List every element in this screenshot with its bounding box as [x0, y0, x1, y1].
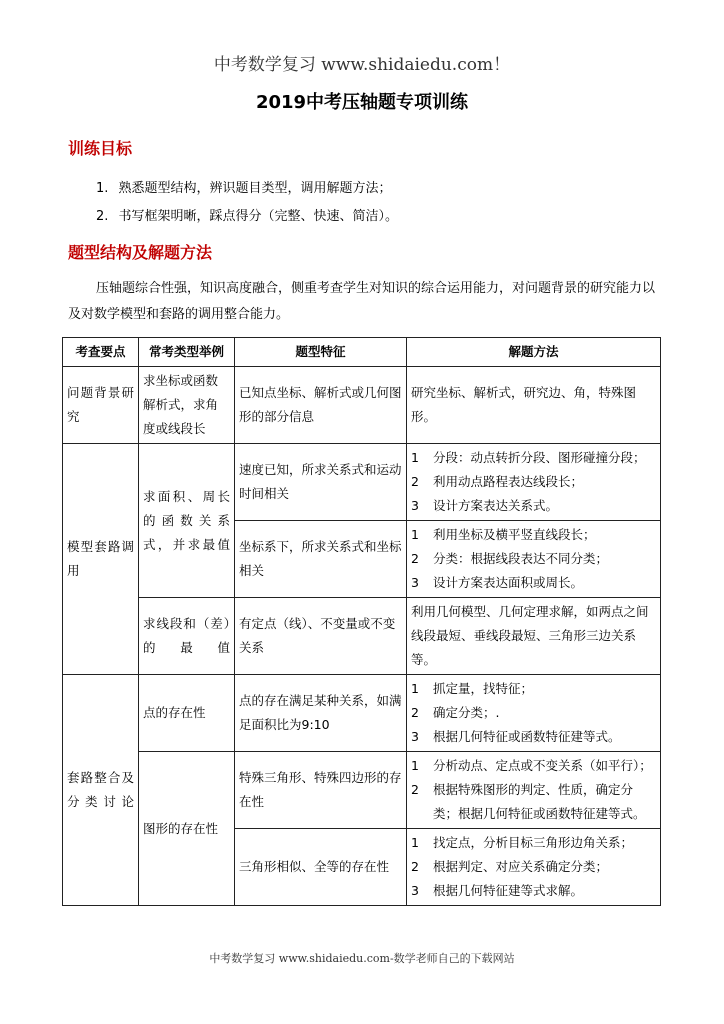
cell-type: 求线段和（差）的最值: [139, 598, 235, 675]
cell-point: 模型套路调用: [63, 444, 139, 675]
step-number: 1: [411, 681, 419, 696]
step-number: 1: [411, 835, 419, 850]
method-step: [411, 831, 656, 855]
step-number: 3: [411, 575, 419, 590]
cell-feature: 坐标系下，所求关系式和坐标相关: [235, 521, 407, 598]
column-header: 考查要点: [63, 338, 139, 367]
table-row: [63, 598, 661, 675]
method-step: [411, 754, 656, 778]
method-step: [411, 701, 656, 725]
section-heading-goals: 训练目标: [68, 139, 133, 158]
method-step: [411, 778, 656, 826]
method-step: [411, 446, 656, 470]
step-number: 2: [411, 551, 419, 566]
cell-type: 求面积、周长的函数关系式，并求最值: [139, 444, 235, 598]
cell-method: 利用几何模型、几何定理求解，如两点之间线段最短、垂线段最短、三角形三边关系等。: [407, 598, 661, 675]
cell-point: 套路整合及分类讨论: [63, 675, 139, 906]
step-text: 分类：根据线段表达不同分类；: [433, 551, 609, 566]
method-step: [411, 879, 656, 903]
step-number: 3: [411, 498, 419, 513]
cell-method: [407, 675, 661, 752]
page-footer: 中考数学复习 www.shidaiedu.com-数学老师自己的下载网站: [209, 952, 515, 965]
page-title: 2019中考压轴题专项训练: [255, 92, 469, 113]
method-step: [411, 725, 656, 749]
page-header: 中考数学复习 www.shidaiedu.com！: [213, 55, 511, 75]
step-text: 设计方案表达面积或周长。: [433, 575, 584, 590]
step-text: 利用动点路程表达线段长；: [433, 474, 584, 489]
table-header-row: [63, 338, 661, 367]
goal-number: 1.: [96, 181, 109, 196]
table-row: [63, 444, 661, 521]
method-step: [411, 677, 656, 701]
cell-method: [407, 752, 661, 829]
step-text: 确定分类；.: [433, 705, 500, 720]
cell-type: 求坐标或函数解析式，求角度或线段长: [139, 367, 235, 444]
table-row: [63, 367, 661, 444]
cell-method: [407, 521, 661, 598]
step-text: 设计方案表达关系式。: [433, 498, 559, 513]
step-number: 2: [411, 859, 419, 874]
cell-type: 点的存在性: [139, 675, 235, 752]
goal-text: 书写框架明晰，踩点得分（完整、快速、简洁）。: [118, 209, 399, 224]
cell-feature: 有定点（线）、不变量或不变关系: [235, 598, 407, 675]
step-number: 2: [411, 705, 419, 720]
cell-feature: 点的存在满足某种关系，如满足面积比为9:10: [235, 675, 407, 752]
method-table: [62, 337, 661, 906]
section-heading-structure: 题型结构及解题方法: [68, 243, 213, 262]
cell-feature: 特殊三角形、特殊四边形的存在性: [235, 752, 407, 829]
step-text: 根据几何特征或函数特征建等式。: [433, 729, 621, 744]
cell-feature: 速度已知，所求关系式和运动时间相关: [235, 444, 407, 521]
cell-method: [407, 444, 661, 521]
step-text: 分段：动点转折分段、图形碰撞分段；: [433, 450, 646, 465]
step-text: 利用坐标及横平竖直线段长；: [433, 527, 596, 542]
step-number: 1: [411, 758, 419, 773]
method-step: [411, 470, 656, 494]
cell-point: 问题背景研究: [63, 367, 139, 444]
cell-method: [407, 829, 661, 906]
method-step: [411, 547, 656, 571]
method-step: [411, 571, 656, 595]
cell-method: 研究坐标、解析式，研究边、角，特殊图形。: [407, 367, 661, 444]
method-step: [411, 855, 656, 879]
goal-item: [96, 177, 392, 196]
column-header: 题型特征: [235, 338, 407, 367]
step-number: 2: [411, 782, 419, 797]
table-row: [63, 675, 661, 752]
goal-text: 熟悉题型结构，辨识题目类型，调用解题方法；: [118, 181, 392, 196]
table-row: [63, 752, 661, 829]
step-text: 抓定量，找特征；: [433, 681, 534, 696]
goal-number: 2.: [96, 209, 109, 224]
step-number: 2: [411, 474, 419, 489]
step-text: 根据几何特征建等式求解。: [433, 883, 584, 898]
step-number: 1: [411, 527, 419, 542]
step-number: 3: [411, 729, 419, 744]
column-header: 常考类型举例: [139, 338, 235, 367]
intro-paragraph: 压轴题综合性强，知识高度融合，侧重考查学生对知识的综合运用能力，对问题背景的研究能力以及对数学模型和套路的调用整合能力。: [68, 281, 656, 322]
step-number: 1: [411, 450, 419, 465]
step-text: 找定点，分析目标三角形边角关系；: [433, 835, 634, 850]
column-header: 解题方法: [407, 338, 661, 367]
step-text: 根据特殊图形的判定、性质，确定分类；根据几何特征或函数特征建等式。: [433, 782, 646, 821]
method-step: [411, 494, 656, 518]
step-text: 分析动点、定点或不变关系（如平行）；: [433, 758, 652, 773]
method-step: [411, 523, 656, 547]
cell-type: 图形的存在性: [139, 752, 235, 906]
step-number: 3: [411, 883, 419, 898]
cell-feature: 三角形相似、全等的存在性: [235, 829, 407, 906]
cell-feature: 已知点坐标、解析式或几何图形的部分信息: [235, 367, 407, 444]
step-text: 根据判定、对应关系确定分类；: [433, 859, 609, 874]
goal-item: [96, 205, 398, 224]
